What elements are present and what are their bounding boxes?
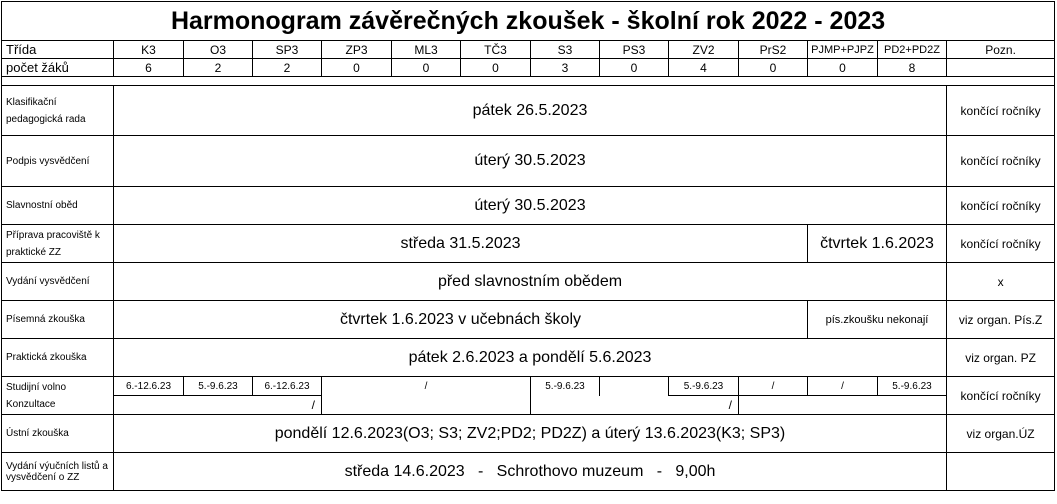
student-count: 2 [184,59,253,77]
page-title: Harmonogram závěrečných zkoušek - školní rok 2022 - 2023 [2,2,1055,41]
row-klasifikacni [2,86,1055,136]
student-count: 3 [531,59,600,77]
count-row [2,59,1055,77]
class-header-row [2,41,1055,59]
row-label: Písemná zkouška [2,301,114,339]
row-date: pondělí 12.6.2023(O3; S3; ZV2;PD2; PD2Z) a úterý 13.6.2023(K3; SP3) [114,415,947,453]
row-label: Klasifikační pedagogická rada [2,86,114,136]
consultation-cell: 5.-9.6.23 [878,377,947,396]
row-date: čtvrtek 1.6.2023 v učebnách školy [114,301,808,339]
consultation-cell: / [739,377,808,396]
row-note: viz organ.ÚZ [947,415,1055,453]
student-count: 0 [392,59,461,77]
consultation-cell: 5.-9.6.23 [531,377,600,396]
class-name: ZP3 [322,41,392,59]
consultation-cell-empty [322,396,531,415]
note-cell-empty [947,59,1055,77]
row-date-secondary: čtvrtek 1.6.2023 [808,225,947,263]
student-count: 0 [739,59,808,77]
row-date: úterý 30.5.2023 [114,187,947,225]
consultation-cell: 6.-12.6.23 [253,377,322,396]
row-obed [2,187,1055,225]
row-date: pátek 26.5.2023 [114,86,947,136]
student-count: 2 [253,59,322,77]
class-name: O3 [184,41,253,59]
row-label: Praktická zkouška [2,339,114,377]
row-vydani-listu [2,453,1055,491]
row-podpis [2,136,1055,187]
class-name: PrS2 [739,41,808,59]
consultation-cell-empty [739,396,947,415]
row-prakticka [2,339,1055,377]
note-label: Pozn. [947,41,1055,59]
consultation-slash: / [114,396,322,415]
row-date: středa 14.6.2023 - Schrothovo muzeum - 9,00h [114,453,947,491]
consultation-cell: 5.-9.6.23 [184,377,253,396]
class-name: TČ3 [461,41,531,59]
student-count: 0 [322,59,392,77]
class-name: ZV2 [669,41,739,59]
consultation-cell: / [808,377,878,396]
student-count: 0 [808,59,878,77]
row-note: končící ročníky [947,86,1055,136]
row-studijni [2,377,1055,396]
class-name: S3 [531,41,600,59]
row-label: Ústní zkouška [2,415,114,453]
class-name: PD2+PD2Z [878,41,947,59]
student-count: 8 [878,59,947,77]
row-date: středa 31.5.2023 [114,225,808,263]
student-count: 6 [114,59,184,77]
spacer-row [2,77,1055,86]
row-note: x [947,263,1055,301]
row-note-empty [947,453,1055,491]
class-label: Třída [2,41,114,59]
row-note: viz organ. Pís.Z [947,301,1055,339]
row-date: pátek 2.6.2023 a pondělí 5.6.2023 [114,339,947,377]
consultation-cell: 5.-9.6.23 [669,377,739,396]
row-priprava [2,225,1055,263]
consultation-slash: / [531,396,739,415]
student-count: 4 [669,59,739,77]
row-label: Podpis vysvědčení [2,136,114,187]
row-date: úterý 30.5.2023 [114,136,947,187]
row-note: končící ročníky [947,187,1055,225]
class-name: PS3 [600,41,669,59]
row-vydani [2,263,1055,301]
class-name: ML3 [392,41,461,59]
class-name: K3 [114,41,184,59]
student-count: 0 [600,59,669,77]
row-pisemna [2,301,1055,339]
row-note: viz organ. PZ [947,339,1055,377]
class-name: SP3 [253,41,322,59]
row-note: končící ročníky [947,225,1055,263]
schedule-table [1,1,1055,491]
row-date: před slavnostním obědem [114,263,947,301]
consultation-cell-empty [600,377,669,396]
row-studijni-lower [2,396,1055,415]
row-note: končící ročníky [947,136,1055,187]
class-name: PJMP+PJPZ [808,41,878,59]
row-label: Studijní volno Konzultace [2,377,114,415]
row-label: Příprava pracoviště k praktické ZZ [2,225,114,263]
count-label: počet žáků [2,59,114,77]
row-label: Slavnostní oběd [2,187,114,225]
row-label: Vydání vysvědčení [2,263,114,301]
consultation-cell: / [322,377,531,396]
row-date-secondary: pís.zkoušku nekonají [808,301,947,339]
row-ustni [2,415,1055,453]
consultation-cell: 6.-12.6.23 [114,377,184,396]
student-count: 0 [461,59,531,77]
row-note: končící ročníky [947,377,1055,415]
row-label: Vydání výučních listů a vysvědčení o ZZ [2,453,114,491]
